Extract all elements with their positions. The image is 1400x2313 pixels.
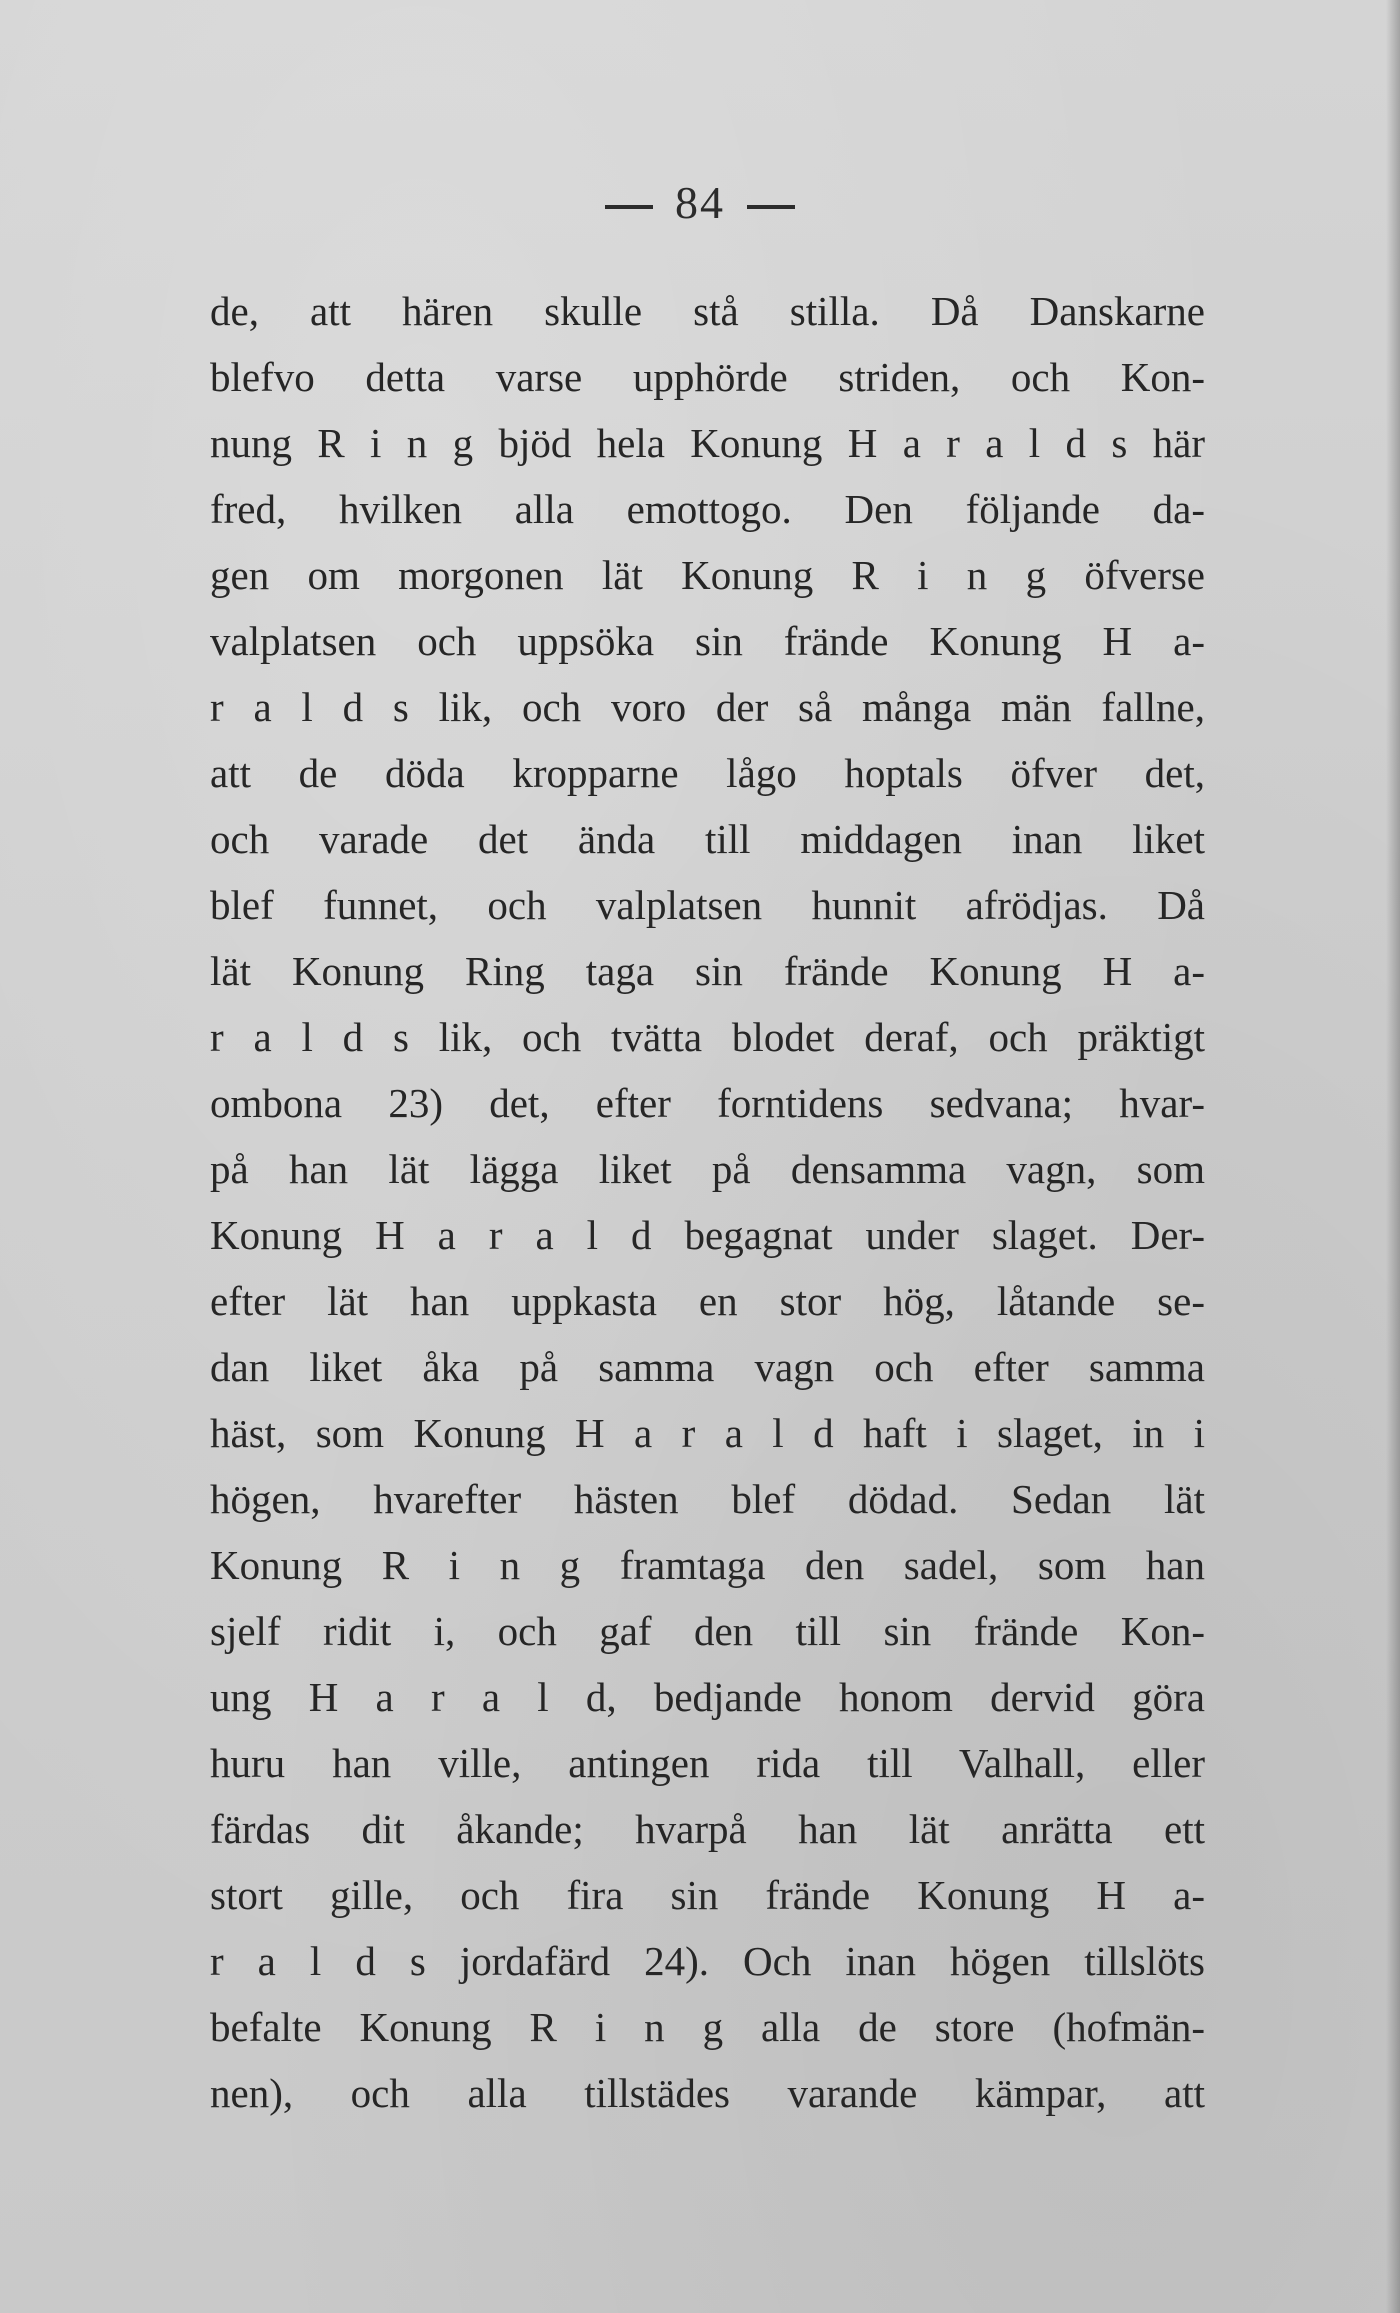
text-line: valplatsen och uppsöka sin frände Konung H a-: [210, 618, 1205, 664]
text-line: lät Konung Ring taga sin frände Konung H a-: [210, 948, 1205, 994]
text-line: häst, som Konung H a r a l d haft i slaget, in i: [210, 1410, 1205, 1456]
text-line: färdas dit åkande; hvarpå han lät anrätta ett: [210, 1806, 1205, 1852]
text-line: Konung H a r a l d begagnat under slaget. Der-: [210, 1212, 1205, 1258]
header-dash-right: [747, 205, 795, 209]
text-line: nen), och alla tillstädes varande kämpar, att: [210, 2070, 1205, 2116]
text-line: på han lät lägga liket på densamma vagn, som: [210, 1146, 1205, 1192]
text-line: fred, hvilken alla emottogo. Den följande da-: [210, 486, 1205, 532]
page-number: 84: [675, 177, 725, 228]
page-number-header: [0, 176, 1400, 229]
text-line: r a l d s lik, och voro der så många män fallne,: [210, 684, 1205, 730]
header-dash-left: [605, 205, 653, 209]
text-line: dan liket åka på samma vagn och efter samma: [210, 1344, 1205, 1390]
text-line: stort gille, och fira sin frände Konung H a-: [210, 1872, 1205, 1918]
text-line: blef funnet, och valplatsen hunnit afrödjas. Då: [210, 882, 1205, 928]
text-line: ung H a r a l d, bedjande honom dervid göra: [210, 1674, 1205, 1720]
text-line: de, att hären skulle stå stilla. Då Danskarne: [210, 288, 1205, 334]
text-line: högen, hvarefter hästen blef dödad. Sedan lät: [210, 1476, 1205, 1522]
text-line: gen om morgonen lät Konung R i n g öfverse: [210, 552, 1205, 598]
text-line: nung R i n g bjöd hela Konung H a r a l d s här: [210, 420, 1205, 466]
text-line: Konung R i n g framtaga den sadel, som han: [210, 1542, 1205, 1588]
text-line: blefvo detta varse upphörde striden, och Kon-: [210, 354, 1205, 400]
text-line: efter lät han uppkasta en stor hög, låtande se-: [210, 1278, 1205, 1324]
body-text: [210, 278, 1205, 2126]
page-edge-shadow: [1386, 0, 1400, 2313]
text-line: r a l d s lik, och tvätta blodet deraf, och präktigt: [210, 1014, 1205, 1060]
text-line: sjelf ridit i, och gaf den till sin frände Kon-: [210, 1608, 1205, 1654]
text-line: att de döda kropparne lågo hoptals öfver det,: [210, 750, 1205, 796]
text-line: huru han ville, antingen rida till Valhall, eller: [210, 1740, 1205, 1786]
text-line: och varade det ända till middagen inan liket: [210, 816, 1205, 862]
text-line: r a l d s jordafärd 24). Och inan högen tillslöts: [210, 1938, 1205, 1984]
text-line: befalte Konung R i n g alla de store (hofmän-: [210, 2004, 1205, 2050]
text-line: ombona 23) det, efter forntidens sedvana; hvar-: [210, 1080, 1205, 1126]
